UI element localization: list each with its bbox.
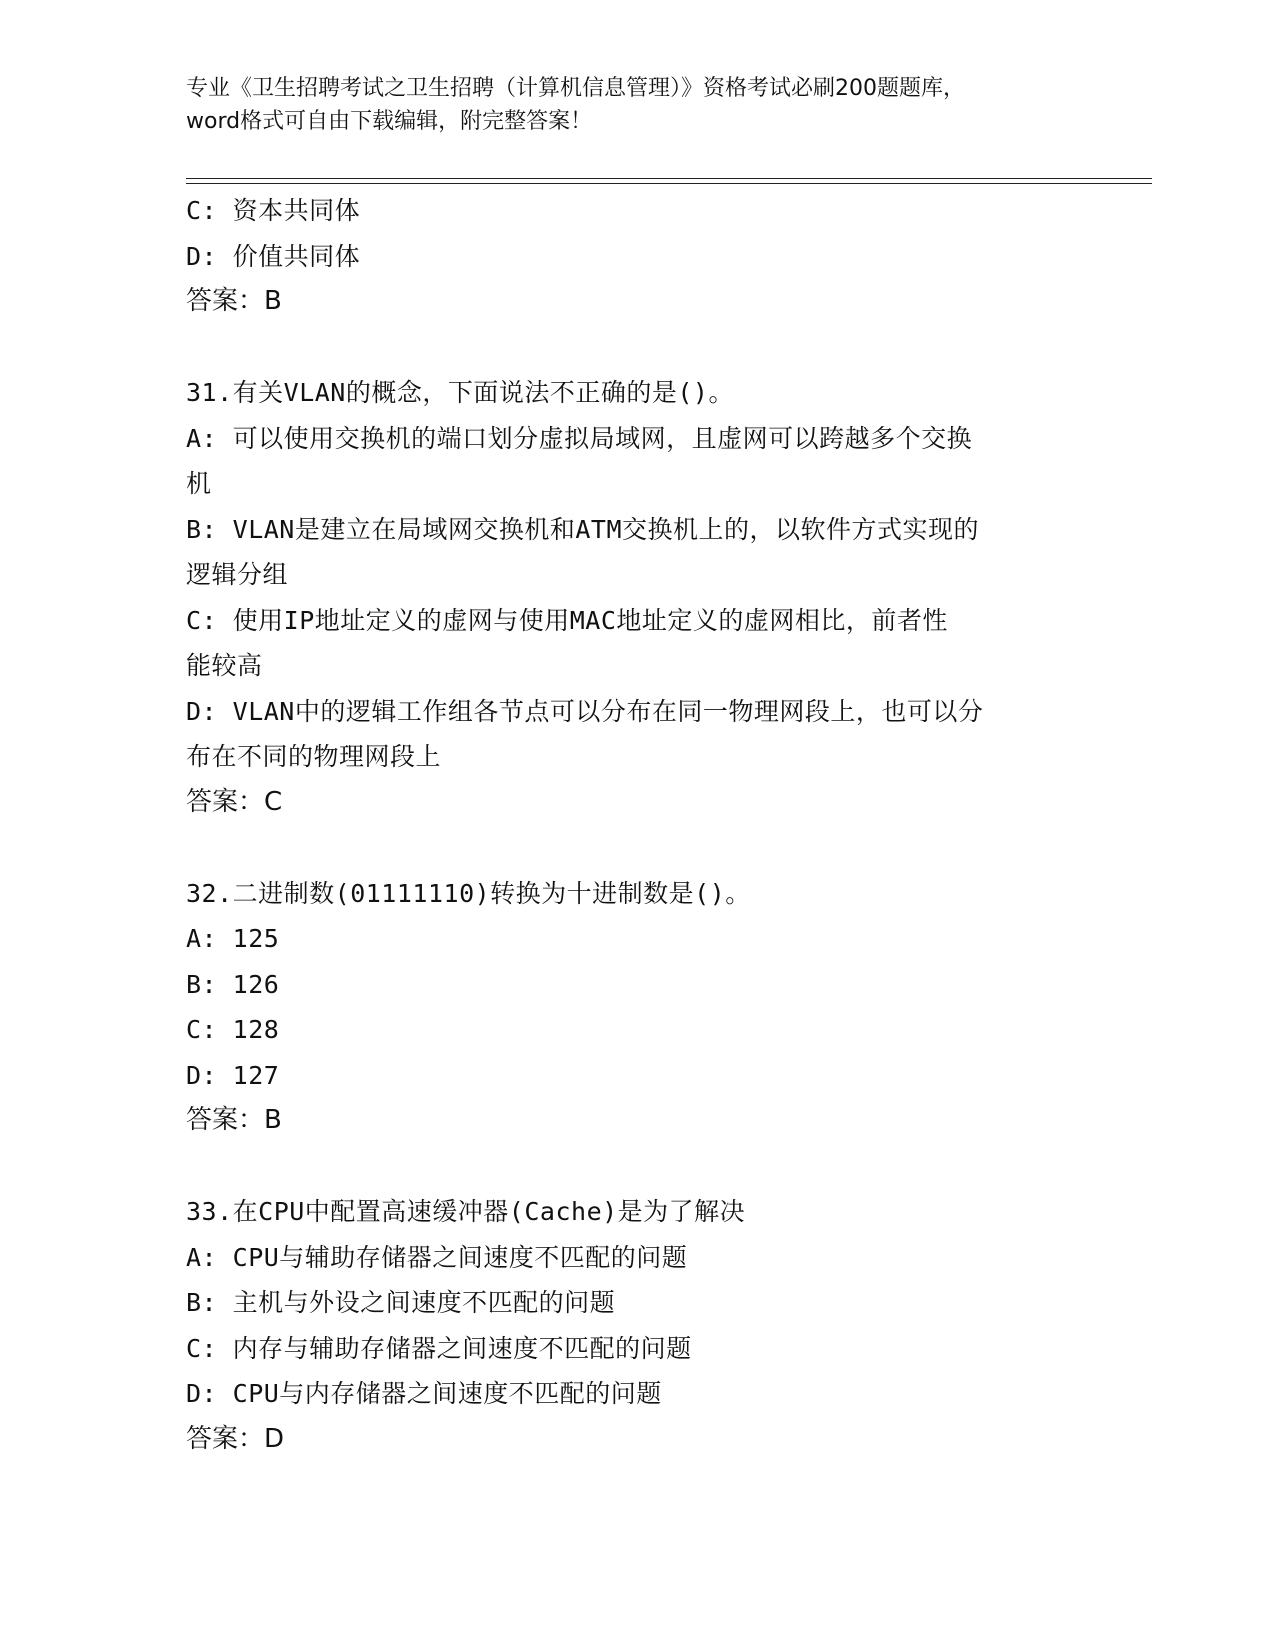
option-a-wrap: 机: [186, 469, 212, 498]
header-line-2: word格式可自由下载编辑，附完整答案！: [186, 109, 593, 134]
option-a: A: 125: [186, 924, 280, 953]
document-header: [186, 72, 1086, 138]
question-32: [186, 871, 1086, 1144]
option-a: A: CPU与辅助存储器之间速度不匹配的问题: [186, 1242, 688, 1272]
question-list: [186, 188, 1086, 1462]
header-divider-bottom: [186, 183, 1152, 184]
option-b: B: VLAN是建立在局域网交换机和ATM交换机上的，以软件方式实现的: [186, 514, 980, 544]
question-31: [186, 370, 1086, 825]
question-stem: 33.在CPU中配置高速缓冲器(Cache)是为了解决: [186, 1197, 746, 1226]
option-c: C: 128: [186, 1015, 280, 1044]
option-c-wrap: 能较高: [186, 651, 263, 680]
option-d: D: 价值共同体: [186, 241, 361, 271]
header-divider-top: [186, 178, 1152, 179]
answer-line: 答案：D: [186, 1423, 285, 1454]
option-c: C: 使用IP地址定义的虚网与使用MAC地址定义的虚网相比，前者性: [186, 605, 948, 635]
option-b-wrap: 逻辑分组: [186, 560, 289, 589]
option-a: A: 可以使用交换机的端口划分虚拟局域网，且虚网可以跨越多个交换: [186, 423, 973, 453]
question-30-continued: [186, 188, 1086, 325]
option-d: D: CPU与内存储器之间速度不匹配的问题: [186, 1379, 662, 1408]
option-c: C: 内存与辅助存储器之间速度不匹配的问题: [186, 1333, 692, 1363]
header-line-1: 专业《卫生招聘考试之卫生招聘（计算机信息管理）》资格考试必刷200题题库，: [186, 76, 965, 101]
option-d: D: 127: [186, 1060, 280, 1090]
question-33: [186, 1189, 1086, 1462]
option-c: C: 资本共同体: [186, 196, 361, 225]
question-stem: 31.有关VLAN的概念，下面说法不正确的是()。: [186, 378, 734, 407]
answer-line: 答案：B: [186, 1105, 282, 1135]
answer-line: 答案：B: [186, 286, 282, 316]
answer-line: 答案：C: [186, 786, 283, 817]
spacer: [186, 325, 1086, 371]
spacer: [186, 825, 1086, 871]
question-stem: 32.二进制数(01111110)转换为十进制数是()。: [186, 878, 751, 908]
spacer: [186, 1144, 1086, 1190]
option-b: B: 主机与外设之间速度不匹配的问题: [186, 1288, 616, 1317]
option-d-wrap: 布在不同的物理网段上: [186, 742, 442, 771]
option-d: D: VLAN中的逻辑工作组各节点可以分布在同一物理网段上，也可以分: [186, 696, 984, 726]
option-b: B: 126: [186, 969, 280, 999]
